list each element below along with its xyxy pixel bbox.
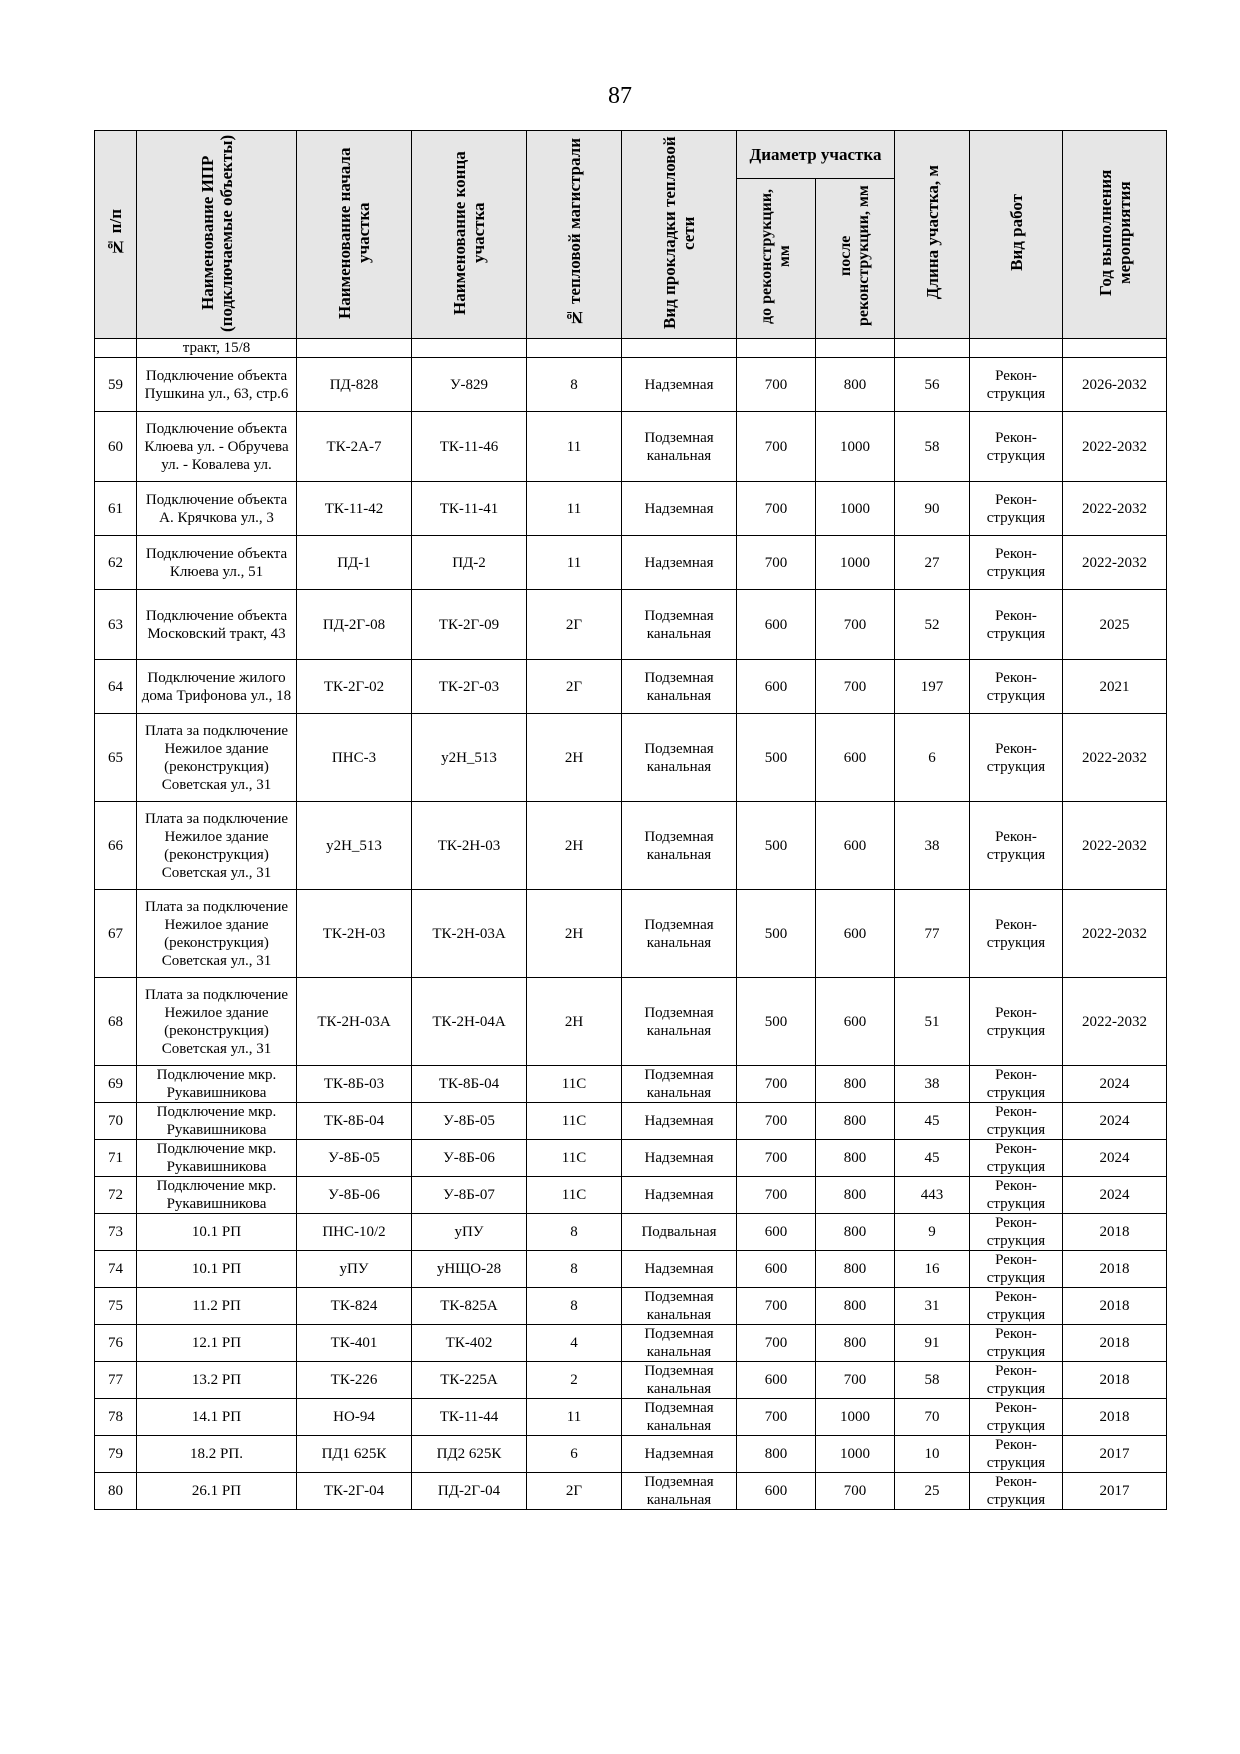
cell-start-name: ТК-11-42 <box>297 482 412 536</box>
cell-start-name: ТК-8Б-04 <box>297 1103 412 1140</box>
cell-end-name: ТК-2Н-04А <box>412 978 527 1066</box>
cell-work-type: Рекон-струкция <box>970 482 1063 536</box>
cell-start-name: ТК-2Г-02 <box>297 660 412 714</box>
cell-diam-after: 1000 <box>816 1436 895 1473</box>
cell-ipr-name: 10.1 РП <box>137 1251 297 1288</box>
cell-main-num: 2Г <box>527 1473 622 1510</box>
cell-diam-before: 700 <box>737 482 816 536</box>
cell-ipr-name: Плата за подключение Нежилое здание (реконструкция) Советская ул., 31 <box>137 890 297 978</box>
table-row <box>95 412 1167 482</box>
cell-start-name: ТК-2Н-03 <box>297 890 412 978</box>
cell-length: 10 <box>895 1436 970 1473</box>
cell-end-name: уПУ <box>412 1214 527 1251</box>
cell-year: 2021 <box>1063 660 1167 714</box>
cell-laying-type: Надземная <box>622 358 737 412</box>
cell-start-name: ПНС-10/2 <box>297 1214 412 1251</box>
cell-main-num: 11С <box>527 1140 622 1177</box>
cell-length: 56 <box>895 358 970 412</box>
table-row <box>95 1362 1167 1399</box>
cell-end-name: У-829 <box>412 358 527 412</box>
table-row <box>95 358 1167 412</box>
cell-ipr-name: Подключение мкр. Рукавишникова <box>137 1177 297 1214</box>
cell-length: 77 <box>895 890 970 978</box>
cell-work-type: Рекон-струкция <box>970 590 1063 660</box>
cell-ipr-name: тракт, 15/8 <box>137 339 297 358</box>
cell-start-name: ТК-2Н-03А <box>297 978 412 1066</box>
cell-start-name: У-8Б-06 <box>297 1177 412 1214</box>
cell-end-name: У-8Б-07 <box>412 1177 527 1214</box>
table-row <box>95 1177 1167 1214</box>
cell-year: 2024 <box>1063 1066 1167 1103</box>
cell-main-num: 2Г <box>527 590 622 660</box>
cell-diam-after: 600 <box>816 978 895 1066</box>
table-row <box>95 1325 1167 1362</box>
cell-length: 6 <box>895 714 970 802</box>
cell-num: 72 <box>95 1177 137 1214</box>
cell-laying-type: Подземная канальная <box>622 1362 737 1399</box>
page-number: 87 <box>608 83 632 109</box>
cell-length <box>895 339 970 358</box>
cell-start-name: У-8Б-05 <box>297 1140 412 1177</box>
cell-num: 74 <box>95 1251 137 1288</box>
cell-ipr-name: Подключение объекта Клюева ул. - Обручева ул. - Ковалева ул. <box>137 412 297 482</box>
cell-year: 2018 <box>1063 1399 1167 1436</box>
cell-num: 75 <box>95 1288 137 1325</box>
cell-diam-after: 700 <box>816 1362 895 1399</box>
cell-end-name: У-8Б-05 <box>412 1103 527 1140</box>
cell-length: 45 <box>895 1103 970 1140</box>
cell-length: 38 <box>895 1066 970 1103</box>
cell-laying-type: Надземная <box>622 482 737 536</box>
cell-work-type: Рекон-струкция <box>970 1399 1063 1436</box>
cell-year: 2024 <box>1063 1140 1167 1177</box>
cell-diam-before: 700 <box>737 1140 816 1177</box>
cell-main-num: 8 <box>527 1251 622 1288</box>
cell-main-num: 11 <box>527 412 622 482</box>
cell-diam-before: 600 <box>737 1214 816 1251</box>
cell-ipr-name: 10.1 РП <box>137 1214 297 1251</box>
cell-ipr-name: Подключение мкр. Рукавишникова <box>137 1066 297 1103</box>
cell-num: 71 <box>95 1140 137 1177</box>
cell-laying-type: Подземная канальная <box>622 1473 737 1510</box>
cell-work-type: Рекон-струкция <box>970 1436 1063 1473</box>
cell-diam-before: 600 <box>737 1362 816 1399</box>
cell-laying-type <box>622 339 737 358</box>
cell-year: 2024 <box>1063 1177 1167 1214</box>
cell-diam-after: 800 <box>816 1214 895 1251</box>
cell-main-num: 8 <box>527 358 622 412</box>
cell-diam-before: 600 <box>737 660 816 714</box>
cell-main-num: 2Н <box>527 978 622 1066</box>
cell-end-name: ТК-825А <box>412 1288 527 1325</box>
cell-diam-before: 500 <box>737 890 816 978</box>
cell-laying-type: Подземная канальная <box>622 1066 737 1103</box>
cell-length: 51 <box>895 978 970 1066</box>
cell-main-num: 2Н <box>527 714 622 802</box>
cell-num: 59 <box>95 358 137 412</box>
cell-diam-after: 800 <box>816 1066 895 1103</box>
cell-ipr-name: Плата за подключение Нежилое здание (реконструкция) Советская ул., 31 <box>137 714 297 802</box>
table-row <box>95 1473 1167 1510</box>
cell-num: 63 <box>95 590 137 660</box>
cell-year: 2022-2032 <box>1063 714 1167 802</box>
cell-length: 9 <box>895 1214 970 1251</box>
table-row <box>95 1066 1167 1103</box>
cell-main-num: 11С <box>527 1103 622 1140</box>
cell-laying-type: Подземная канальная <box>622 1325 737 1362</box>
cell-diam-before: 600 <box>737 1251 816 1288</box>
cell-diam-before: 700 <box>737 1103 816 1140</box>
cell-year: 2022-2032 <box>1063 978 1167 1066</box>
cell-main-num: 11 <box>527 1399 622 1436</box>
cell-laying-type: Подземная канальная <box>622 978 737 1066</box>
cell-diam-before: 700 <box>737 1399 816 1436</box>
cell-length: 91 <box>895 1325 970 1362</box>
cell-length: 443 <box>895 1177 970 1214</box>
cell-year: 2018 <box>1063 1288 1167 1325</box>
cell-ipr-name: 14.1 РП <box>137 1399 297 1436</box>
cell-diam-before: 800 <box>737 1436 816 1473</box>
header-diameter: Диаметр участка <box>737 131 895 179</box>
table-row <box>95 1214 1167 1251</box>
cell-diam-after: 1000 <box>816 1399 895 1436</box>
cell-diam-before <box>737 339 816 358</box>
cell-year: 2022-2032 <box>1063 482 1167 536</box>
cell-length: 16 <box>895 1251 970 1288</box>
cell-start-name: ПД1 625К <box>297 1436 412 1473</box>
cell-end-name: ТК-2Г-09 <box>412 590 527 660</box>
cell-diam-before: 700 <box>737 1325 816 1362</box>
table-row <box>95 1140 1167 1177</box>
cell-num: 67 <box>95 890 137 978</box>
cell-year: 2022-2032 <box>1063 536 1167 590</box>
cell-work-type: Рекон-струкция <box>970 1362 1063 1399</box>
cell-length: 45 <box>895 1140 970 1177</box>
cell-length: 58 <box>895 1362 970 1399</box>
cell-ipr-name: 18.2 РП. <box>137 1436 297 1473</box>
cell-laying-type: Подземная канальная <box>622 1288 737 1325</box>
cell-diam-after: 600 <box>816 890 895 978</box>
table-body <box>95 339 1167 1510</box>
cell-main-num: 11 <box>527 536 622 590</box>
cell-end-name: ТК-225А <box>412 1362 527 1399</box>
cell-year: 2022-2032 <box>1063 412 1167 482</box>
cell-year: 2022-2032 <box>1063 802 1167 890</box>
header-year: Год выполнения мероприятия <box>1063 131 1167 339</box>
cell-main-num: 8 <box>527 1214 622 1251</box>
cell-laying-type: Подземная канальная <box>622 714 737 802</box>
cell-diam-before: 500 <box>737 714 816 802</box>
cell-laying-type: Надземная <box>622 1103 737 1140</box>
cell-diam-before: 500 <box>737 802 816 890</box>
header-length: Длина участка, м <box>895 131 970 339</box>
cell-work-type: Рекон-струкция <box>970 714 1063 802</box>
cell-ipr-name: 26.1 РП <box>137 1473 297 1510</box>
cell-work-type: Рекон-струкция <box>970 1066 1063 1103</box>
table-row <box>95 802 1167 890</box>
cell-work-type: Рекон-струкция <box>970 1251 1063 1288</box>
cell-end-name: У-8Б-06 <box>412 1140 527 1177</box>
data-table <box>94 130 1167 1510</box>
cell-year: 2017 <box>1063 1436 1167 1473</box>
cell-diam-before: 700 <box>737 1177 816 1214</box>
cell-length: 25 <box>895 1473 970 1510</box>
cell-num: 66 <box>95 802 137 890</box>
cell-start-name: ПНС-3 <box>297 714 412 802</box>
cell-diam-before: 700 <box>737 536 816 590</box>
cell-ipr-name: Подключение объекта А. Крячкова ул., 3 <box>137 482 297 536</box>
cell-end-name: ТК-402 <box>412 1325 527 1362</box>
header-end-name: Наименование конца участка <box>412 131 527 339</box>
cell-ipr-name: Подключение жилого дома Трифонова ул., 18 <box>137 660 297 714</box>
cell-diam-before: 700 <box>737 1066 816 1103</box>
table-row <box>95 1288 1167 1325</box>
cell-ipr-name: Подключение мкр. Рукавишникова <box>137 1140 297 1177</box>
cell-ipr-name: 12.1 РП <box>137 1325 297 1362</box>
cell-laying-type: Подвальная <box>622 1214 737 1251</box>
cell-ipr-name: 13.2 РП <box>137 1362 297 1399</box>
cell-work-type <box>970 339 1063 358</box>
cell-diam-after: 700 <box>816 660 895 714</box>
cell-num: 64 <box>95 660 137 714</box>
cell-diam-after: 800 <box>816 1177 895 1214</box>
cell-year: 2022-2032 <box>1063 890 1167 978</box>
cell-end-name: ПД2 625К <box>412 1436 527 1473</box>
cell-year <box>1063 339 1167 358</box>
cell-end-name: ТК-2Г-03 <box>412 660 527 714</box>
cell-num: 68 <box>95 978 137 1066</box>
cell-end-name <box>412 339 527 358</box>
cell-num <box>95 339 137 358</box>
header-num: № п/п <box>95 131 137 339</box>
cell-diam-before: 700 <box>737 358 816 412</box>
cell-work-type: Рекон-струкция <box>970 660 1063 714</box>
table-row <box>95 660 1167 714</box>
cell-ipr-name: Плата за подключение Нежилое здание (реконструкция) Советская ул., 31 <box>137 978 297 1066</box>
cell-num: 77 <box>95 1362 137 1399</box>
cell-main-num: 11С <box>527 1066 622 1103</box>
cell-main-num: 11С <box>527 1177 622 1214</box>
header-diam-after: после реконструкции, мм <box>816 179 895 339</box>
cell-diam-after: 800 <box>816 358 895 412</box>
cell-diam-after: 1000 <box>816 412 895 482</box>
cell-year: 2017 <box>1063 1473 1167 1510</box>
cell-laying-type: Подземная канальная <box>622 1399 737 1436</box>
cell-ipr-name: Плата за подключение Нежилое здание (реконструкция) Советская ул., 31 <box>137 802 297 890</box>
cell-end-name: уНЩО-28 <box>412 1251 527 1288</box>
table-row <box>95 1103 1167 1140</box>
cell-diam-after: 800 <box>816 1325 895 1362</box>
cell-num: 78 <box>95 1399 137 1436</box>
table-row <box>95 890 1167 978</box>
cell-work-type: Рекон-струкция <box>970 1473 1063 1510</box>
cell-diam-before: 500 <box>737 978 816 1066</box>
cell-length: 70 <box>895 1399 970 1436</box>
cell-work-type: Рекон-струкция <box>970 536 1063 590</box>
cell-work-type: Рекон-струкция <box>970 978 1063 1066</box>
cell-laying-type: Подземная канальная <box>622 660 737 714</box>
cell-ipr-name: 11.2 РП <box>137 1288 297 1325</box>
cell-length: 31 <box>895 1288 970 1325</box>
cell-diam-before: 600 <box>737 1473 816 1510</box>
cell-start-name <box>297 339 412 358</box>
cell-num: 79 <box>95 1436 137 1473</box>
cell-year: 2026-2032 <box>1063 358 1167 412</box>
cell-end-name: ТК-8Б-04 <box>412 1066 527 1103</box>
cell-num: 60 <box>95 412 137 482</box>
cell-ipr-name: Подключение мкр. Рукавишникова <box>137 1103 297 1140</box>
header-work-type: Вид работ <box>970 131 1063 339</box>
table-row <box>95 536 1167 590</box>
cell-laying-type: Надземная <box>622 1436 737 1473</box>
cell-ipr-name: Подключение объекта Клюева ул., 51 <box>137 536 297 590</box>
cell-start-name: ТК-8Б-03 <box>297 1066 412 1103</box>
cell-end-name: ТК-11-41 <box>412 482 527 536</box>
cell-work-type: Рекон-струкция <box>970 1214 1063 1251</box>
table-row <box>95 714 1167 802</box>
cell-main-num: 2 <box>527 1362 622 1399</box>
cell-main-num: 8 <box>527 1288 622 1325</box>
cell-ipr-name: Подключение объекта Пушкина ул., 63, стр.6 <box>137 358 297 412</box>
cell-start-name: ТК-401 <box>297 1325 412 1362</box>
cell-num: 69 <box>95 1066 137 1103</box>
header-main-num: № тепловой магистрали <box>527 131 622 339</box>
cell-laying-type: Надземная <box>622 1140 737 1177</box>
cell-start-name: уПУ <box>297 1251 412 1288</box>
cell-diam-before: 700 <box>737 412 816 482</box>
table-row <box>95 482 1167 536</box>
cell-laying-type: Подземная канальная <box>622 802 737 890</box>
cell-diam-after: 800 <box>816 1288 895 1325</box>
cell-main-num: 2Н <box>527 890 622 978</box>
cell-diam-after: 700 <box>816 1473 895 1510</box>
cell-start-name: ПД-1 <box>297 536 412 590</box>
cell-ipr-name: Подключение объекта Московский тракт, 43 <box>137 590 297 660</box>
cell-work-type: Рекон-струкция <box>970 1288 1063 1325</box>
continuation-row <box>95 339 1167 358</box>
cell-start-name: ТК-2Г-04 <box>297 1473 412 1510</box>
cell-diam-after: 600 <box>816 714 895 802</box>
cell-start-name: ПД-2Г-08 <box>297 590 412 660</box>
cell-start-name: НО-94 <box>297 1399 412 1436</box>
cell-length: 58 <box>895 412 970 482</box>
cell-end-name: ТК-2Н-03 <box>412 802 527 890</box>
cell-length: 90 <box>895 482 970 536</box>
cell-diam-before: 600 <box>737 590 816 660</box>
header-start-name: Наименование начала участка <box>297 131 412 339</box>
cell-end-name: у2Н_513 <box>412 714 527 802</box>
cell-laying-type: Надземная <box>622 1177 737 1214</box>
cell-work-type: Рекон-струкция <box>970 1325 1063 1362</box>
cell-main-num: 4 <box>527 1325 622 1362</box>
cell-year: 2018 <box>1063 1214 1167 1251</box>
cell-diam-after: 800 <box>816 1251 895 1288</box>
cell-work-type: Рекон-струкция <box>970 802 1063 890</box>
cell-start-name: ТК-824 <box>297 1288 412 1325</box>
cell-start-name: у2Н_513 <box>297 802 412 890</box>
cell-main-num: 6 <box>527 1436 622 1473</box>
cell-num: 76 <box>95 1325 137 1362</box>
header-diam-before: до реконструкции, мм <box>737 179 816 339</box>
cell-diam-after: 800 <box>816 1140 895 1177</box>
cell-num: 80 <box>95 1473 137 1510</box>
header-laying-type: Вид прокладки тепловой сети <box>622 131 737 339</box>
cell-work-type: Рекон-струкция <box>970 1177 1063 1214</box>
cell-laying-type: Подземная канальная <box>622 590 737 660</box>
cell-diam-after: 1000 <box>816 482 895 536</box>
cell-laying-type: Подземная канальная <box>622 890 737 978</box>
cell-laying-type: Надземная <box>622 1251 737 1288</box>
cell-end-name: ПД-2Г-04 <box>412 1473 527 1510</box>
cell-start-name: ПД-828 <box>297 358 412 412</box>
cell-diam-after <box>816 339 895 358</box>
cell-year: 2018 <box>1063 1251 1167 1288</box>
cell-end-name: ТК-11-46 <box>412 412 527 482</box>
table-row <box>95 1436 1167 1473</box>
table-row <box>95 1399 1167 1436</box>
cell-main-num <box>527 339 622 358</box>
cell-num: 70 <box>95 1103 137 1140</box>
cell-diam-after: 700 <box>816 590 895 660</box>
cell-year: 2025 <box>1063 590 1167 660</box>
table-row <box>95 1251 1167 1288</box>
cell-main-num: 2Н <box>527 802 622 890</box>
header-ipr-name: Наименование ИПР (подключаемые объекты) <box>137 131 297 339</box>
cell-year: 2018 <box>1063 1362 1167 1399</box>
table-row <box>95 590 1167 660</box>
cell-start-name: ТК-226 <box>297 1362 412 1399</box>
cell-length: 197 <box>895 660 970 714</box>
cell-num: 61 <box>95 482 137 536</box>
cell-year: 2024 <box>1063 1103 1167 1140</box>
cell-diam-after: 800 <box>816 1103 895 1140</box>
cell-main-num: 2Г <box>527 660 622 714</box>
cell-num: 62 <box>95 536 137 590</box>
cell-work-type: Рекон-струкция <box>970 890 1063 978</box>
cell-end-name: ТК-11-44 <box>412 1399 527 1436</box>
cell-length: 52 <box>895 590 970 660</box>
cell-length: 38 <box>895 802 970 890</box>
cell-diam-after: 1000 <box>816 536 895 590</box>
cell-work-type: Рекон-струкция <box>970 1103 1063 1140</box>
table-row <box>95 978 1167 1066</box>
cell-work-type: Рекон-струкция <box>970 1140 1063 1177</box>
cell-num: 65 <box>95 714 137 802</box>
cell-main-num: 11 <box>527 482 622 536</box>
cell-end-name: ТК-2Н-03А <box>412 890 527 978</box>
cell-diam-after: 600 <box>816 802 895 890</box>
cell-laying-type: Подземная канальная <box>622 412 737 482</box>
cell-work-type: Рекон-струкция <box>970 412 1063 482</box>
cell-length: 27 <box>895 536 970 590</box>
cell-end-name: ПД-2 <box>412 536 527 590</box>
cell-num: 73 <box>95 1214 137 1251</box>
cell-start-name: ТК-2А-7 <box>297 412 412 482</box>
cell-laying-type: Надземная <box>622 536 737 590</box>
cell-work-type: Рекон-струкция <box>970 358 1063 412</box>
cell-year: 2018 <box>1063 1325 1167 1362</box>
cell-diam-before: 700 <box>737 1288 816 1325</box>
